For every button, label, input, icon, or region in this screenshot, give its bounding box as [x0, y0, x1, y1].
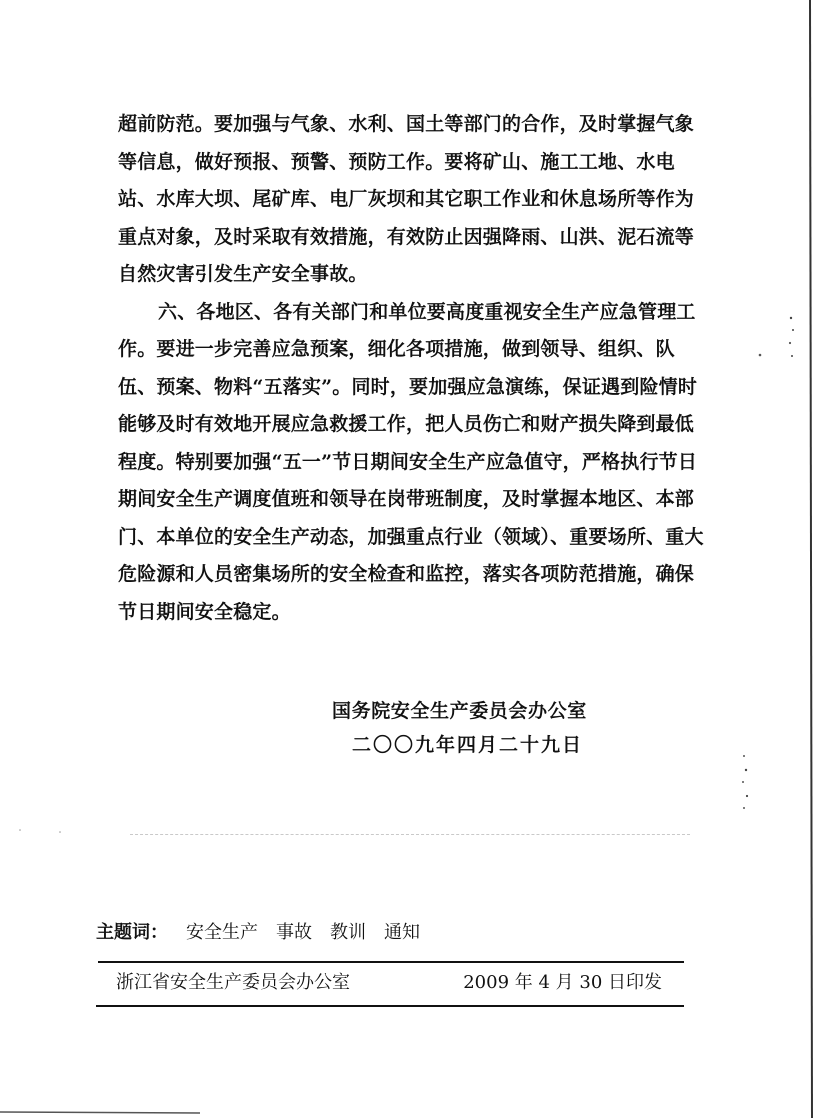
faint-divider — [130, 834, 690, 835]
document-body — [118, 106, 706, 631]
footer-rule-top — [98, 961, 684, 963]
body-paragraph-2: 六、各地区、各有关部门和单位要高度重视安全生产应急管理工作。要进一步完善应急预案，细化各项措施，做到领导、组织、队伍、预案、物料“五落实”。同时，要加强应急演练，保证遇到险情时能够及时有效地开展应急救援工作，把人员伤亡和财产损失降到最低程度。特别要加强“五一”节日期间安全生产应急值守，严格执行节日期间安全生产调度值班和领导在岗带班制度，及时掌握本地区、本部门、本单位的安全生产动态，加强重点行业（领域）、重要场所、重大危险源和人员密集场所的安全检查和监控，落实各项防范措施，确保节日期间安全稳定。 — [118, 300, 704, 623]
signature-organization: 国务院安全生产委员会办公室 — [332, 700, 587, 722]
printing-organization: 浙江省安全生产委员会办公室 — [116, 972, 350, 993]
body-paragraph-1: 超前防范。要加强与气象、水利、国土等部门的合作，及时掌握气象等信息，做好预报、预警、预防工作。要将矿山、施工工地、水电站、水库大坝、尾矿库、电厂灰坝和其它职工作业和休息场所等作为重点对象，及时采取有效措施，有效防止因强降雨、山洪、泥石流等自然灾害引发生产安全事故。 — [118, 113, 695, 285]
keywords-label: 主题词： — [96, 922, 168, 943]
printing-date: 2009 年 4 月 30 日印发 — [463, 972, 662, 993]
keyword: 教训 — [330, 922, 366, 943]
keyword: 安全生产 — [186, 922, 258, 943]
footer-rule-bottom — [96, 1005, 684, 1007]
signature-date: 二〇〇九年四月二十九日 — [352, 734, 584, 756]
keyword: 事故 — [276, 922, 312, 943]
keyword: 通知 — [384, 922, 420, 943]
keywords-line — [96, 918, 420, 944]
